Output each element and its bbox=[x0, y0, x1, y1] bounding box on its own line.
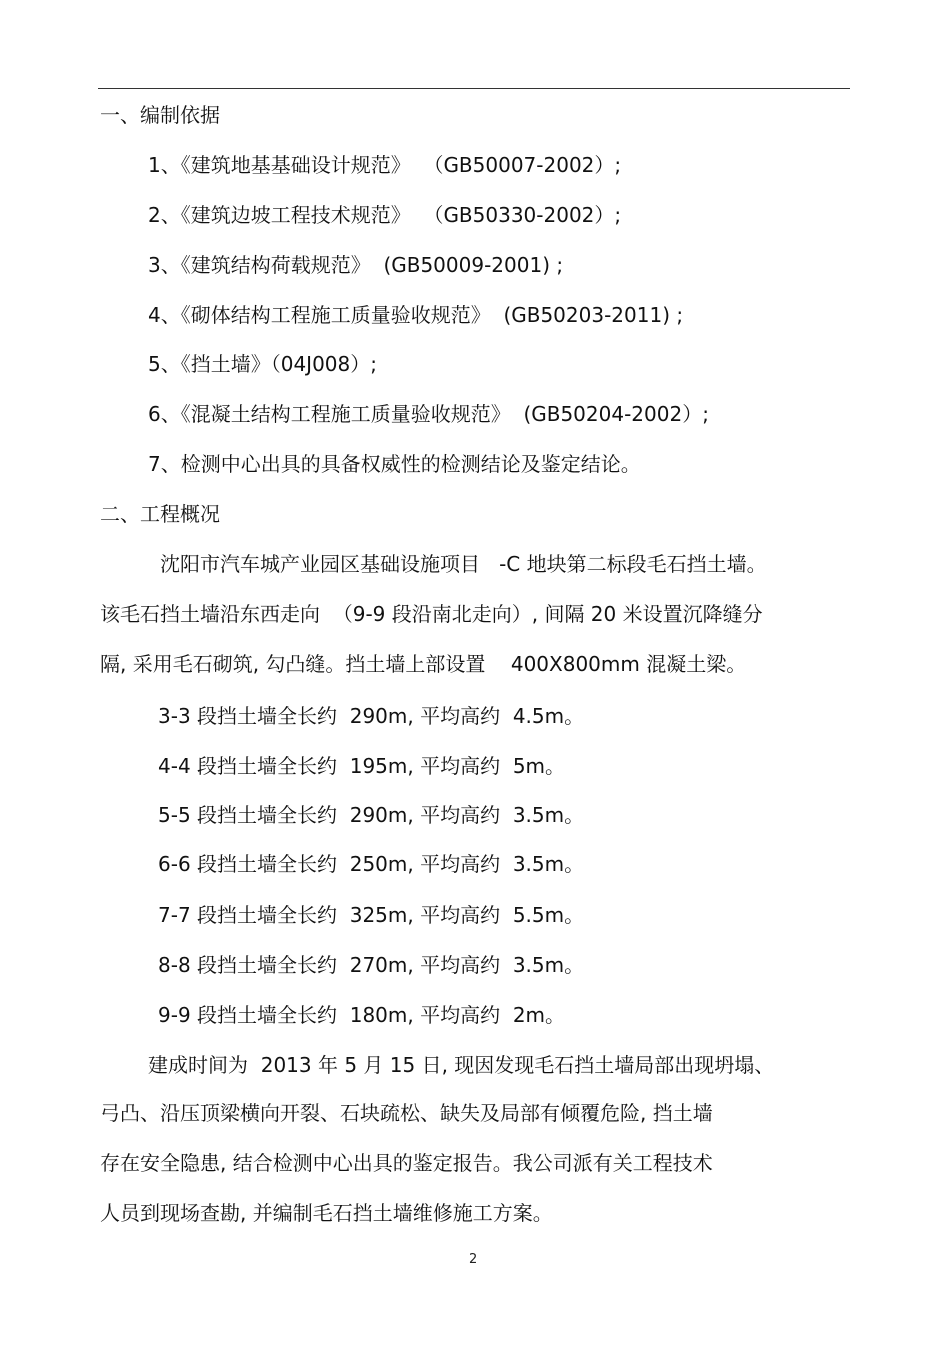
segment-item: 7-7 段挡土墙全长约 325m, 平均高约 5.5m。 bbox=[158, 903, 585, 927]
reference-item: 6、《混凝土结构工程施工质量验收规范》 (GB50204-2002）; bbox=[148, 402, 709, 426]
overview-paragraph-line: 该毛石挡土墙沿东西走向 （9-9 段沿南北走向）, 间隔 20 米设置沉降缝分 bbox=[100, 602, 763, 626]
reference-item: 7、检测中心出具的具备权威性的检测结论及鉴定结论。 bbox=[148, 452, 641, 476]
segment-item: 3-3 段挡土墙全长约 290m, 平均高约 4.5m。 bbox=[158, 704, 585, 728]
closing-paragraph-line: 人员到现场查勘, 并编制毛石挡土墙维修施工方案。 bbox=[100, 1201, 553, 1225]
closing-paragraph-line: 存在安全隐患, 结合检测中心出具的鉴定报告。我公司派有关工程技术 bbox=[100, 1151, 713, 1175]
page-number: 2 bbox=[469, 1252, 478, 1267]
reference-item: 1、《建筑地基基础设计规范》 （GB50007-2002）; bbox=[148, 153, 622, 177]
section-heading-basis: 一、编制依据 bbox=[100, 103, 220, 127]
header-rule bbox=[98, 88, 850, 89]
closing-paragraph-line: 弓凸、沿压顶梁横向开裂、石块疏松、缺失及局部有倾覆危险, 挡土墙 bbox=[100, 1101, 713, 1125]
reference-item: 5、《挡土墙》（04J008）; bbox=[148, 352, 377, 376]
segment-item: 6-6 段挡土墙全长约 250m, 平均高约 3.5m。 bbox=[158, 852, 585, 876]
segment-item: 8-8 段挡土墙全长约 270m, 平均高约 3.5m。 bbox=[158, 953, 585, 977]
segment-item: 9-9 段挡土墙全长约 180m, 平均高约 2m。 bbox=[158, 1003, 566, 1027]
segment-item: 4-4 段挡土墙全长约 195m, 平均高约 5m。 bbox=[158, 754, 566, 778]
closing-paragraph-line: 建成时间为 2013 年 5 月 15 日, 现因发现毛石挡土墙局部出现坍塌、 bbox=[148, 1053, 775, 1077]
overview-paragraph-line: 隔, 采用毛石砌筑, 勾凸缝。挡土墙上部设置 400X800mm 混凝土梁。 bbox=[100, 652, 747, 676]
segment-item: 5-5 段挡土墙全长约 290m, 平均高约 3.5m。 bbox=[158, 803, 585, 827]
section-heading-overview: 二、工程概况 bbox=[100, 502, 220, 526]
overview-paragraph-line: 沈阳市汽车城产业园区基础设施项目 -C 地块第二标段毛石挡土墙。 bbox=[160, 552, 767, 576]
reference-item: 3、《建筑结构荷载规范》 (GB50009-2001) ; bbox=[148, 253, 564, 277]
reference-item: 4、《砌体结构工程施工质量验收规范》 (GB50203-2011) ; bbox=[148, 303, 684, 327]
reference-item: 2、《建筑边坡工程技术规范》 （GB50330-2002）; bbox=[148, 203, 622, 227]
